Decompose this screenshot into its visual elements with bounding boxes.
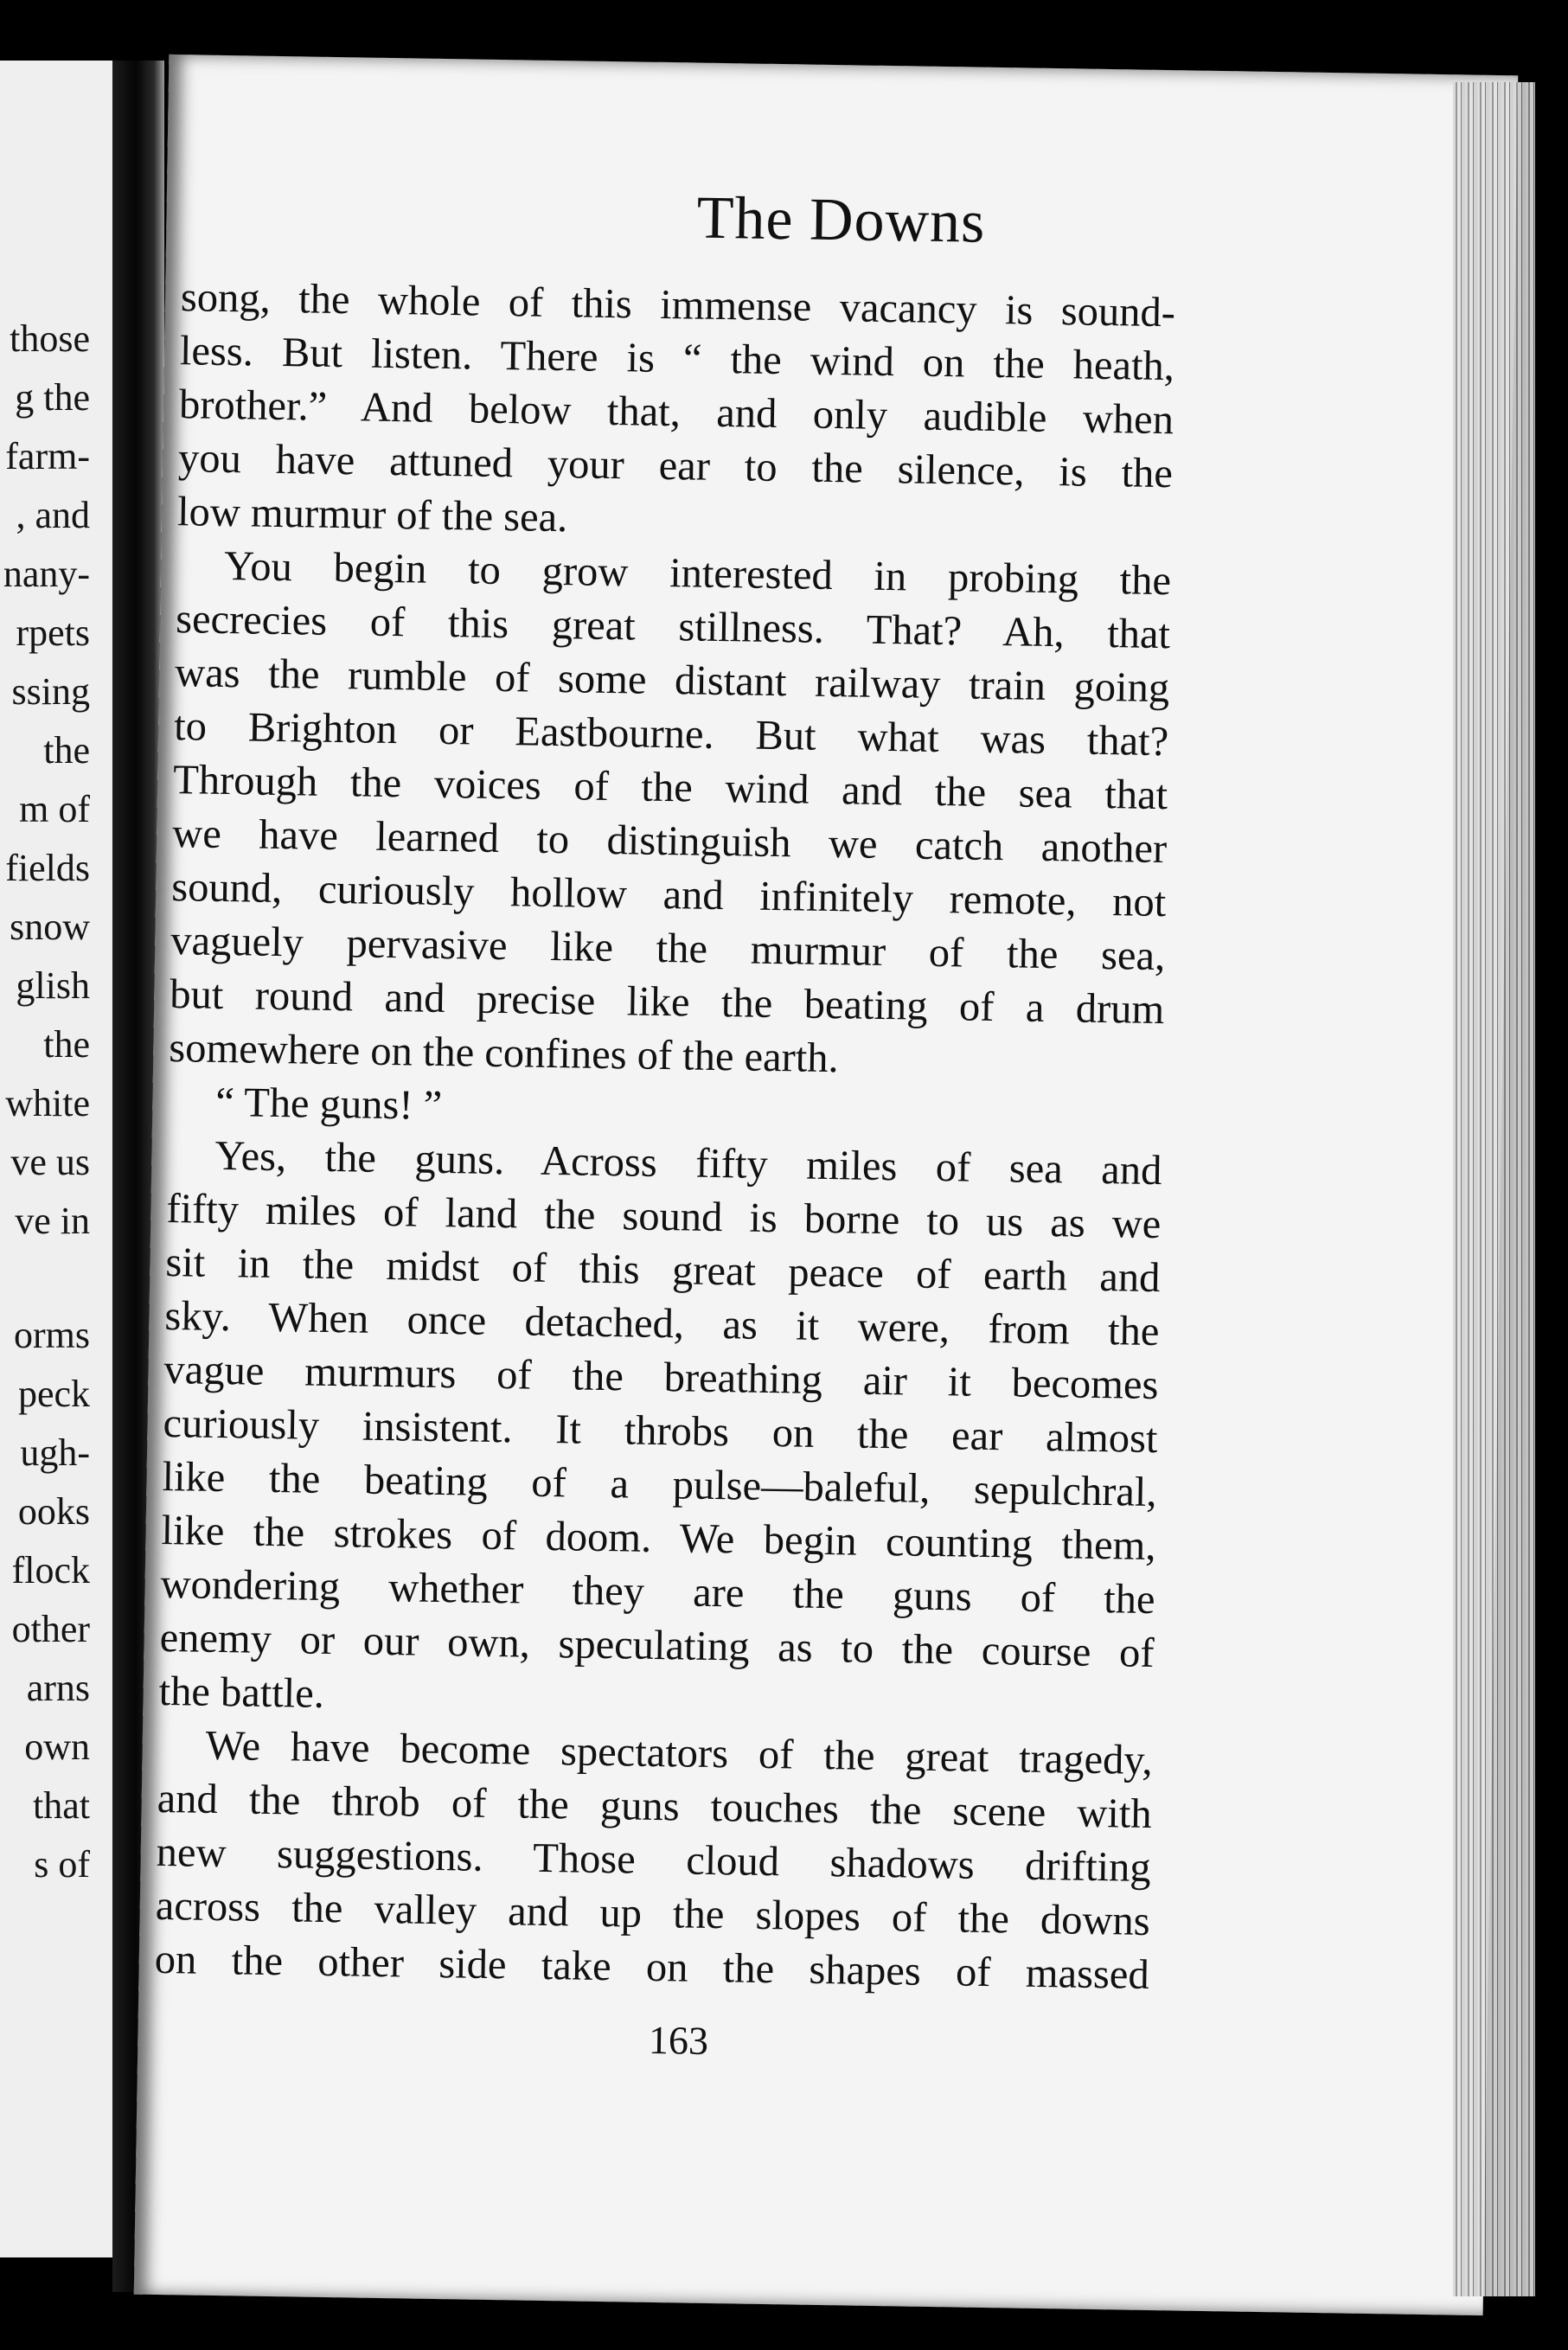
paragraph	[154, 1719, 1153, 2002]
text-line: we have learned to distinguish we catch another	[171, 810, 1168, 873]
left-page-fragment: ve in	[15, 1200, 90, 1242]
text-line: curiously insistent. It throbs on the ear almost	[163, 1399, 1158, 1463]
left-page-fragment: those	[10, 317, 90, 360]
text-line: new suggestions. Those cloud shadows drifting	[156, 1828, 1152, 1891]
text-line: you have attuned your ear to the silence, is the	[177, 435, 1174, 497]
text-line: You begin to grow interested in probing the	[223, 542, 1172, 605]
text-line: vaguely pervasive like the murmur of the sea,	[170, 918, 1166, 980]
page-edges	[1453, 82, 1535, 2296]
text-line: wondering whether they are the guns of the	[160, 1560, 1155, 1623]
left-page-fragment: rpets	[16, 612, 90, 654]
text-line: Yes, the guns. Across fifty miles of sea and	[214, 1132, 1162, 1194]
left-page-fragment: the	[43, 1023, 90, 1066]
text-line: the battle.	[158, 1668, 325, 1717]
book-page	[134, 54, 1518, 2315]
text-line: low murmur of the sea.	[176, 489, 568, 541]
left-page-fragment: , and	[16, 494, 90, 536]
text-line: sound, curiously hollow and infinitely remote, not	[170, 864, 1167, 926]
left-page-fragment: the	[43, 729, 90, 772]
text-line: less. But listen. There is “ the wind on the heath,	[179, 328, 1175, 390]
left-page-fragment: arns	[26, 1667, 90, 1709]
text-line: and the throb of the guns touches the scene with	[157, 1775, 1153, 1838]
text-line: song, the whole of this immense vacancy is sound-	[180, 274, 1176, 336]
text-line: We have become spectators of the great tragedy,	[205, 1722, 1154, 1784]
left-page-fragment: m of	[19, 788, 90, 830]
running-head: The Downs	[696, 184, 986, 256]
left-page-fragment: white	[5, 1082, 90, 1124]
text-line: somewhere on the confines of the earth.	[168, 1025, 840, 1082]
left-page-fragment: g the	[15, 376, 90, 419]
left-page-fragment: snow	[10, 906, 90, 948]
page-body-text	[154, 271, 1175, 2002]
text-line: secrecies of this great stillness. That? Ah, that	[175, 596, 1171, 658]
left-page-fragment: fields	[5, 847, 90, 889]
left-page-fragment: orms	[14, 1314, 90, 1356]
left-page-fragment: ssing	[11, 670, 90, 713]
text-line: like the strokes of doom. We begin counting them,	[161, 1507, 1156, 1570]
left-page-fragment: ugh-	[20, 1431, 90, 1474]
left-page-fragment: farm-	[5, 435, 90, 477]
text-line: like the beating of a pulse—baleful, sepulchral,	[162, 1453, 1157, 1516]
left-page-fragment: own	[24, 1726, 90, 1768]
paragraph	[169, 539, 1172, 1091]
left-page-fragment: that	[33, 1784, 90, 1827]
previous-page-edge	[0, 61, 130, 2257]
left-page-fragment: ve us	[10, 1141, 90, 1183]
text-line: sit in the midst of this great peace of earth and	[165, 1239, 1161, 1302]
paragraph	[158, 1129, 1162, 1734]
text-line: across the valley and up the slopes of the downs	[155, 1882, 1151, 1944]
text-line: was the rumble of some distant railway train going	[174, 650, 1170, 712]
page-number: 163	[648, 2017, 709, 2063]
paragraph	[177, 271, 1176, 554]
left-page-fragment: nany-	[3, 553, 90, 595]
text-line: sky. When once detached, as it were, from the	[164, 1293, 1160, 1355]
left-page-fragment: glish	[16, 964, 90, 1007]
text-line: on the other side take on the shapes of massed	[154, 1936, 1150, 1998]
left-page-fragment: other	[11, 1608, 90, 1650]
text-line: enemy or our own, speculating as to the course of	[159, 1614, 1155, 1677]
text-line: brother.” And below that, and only audible when	[178, 381, 1174, 444]
left-page-fragment: ooks	[17, 1490, 90, 1533]
left-page-fragment: flock	[11, 1549, 90, 1591]
text-line: vague murmurs of the breathing air it becomes	[163, 1347, 1159, 1409]
text-line: but round and precise like the beating of a drum	[169, 971, 1165, 1034]
text-line: to Brighton or Eastbourne. But what was that?	[173, 703, 1169, 765]
text-line: Through the voices of the wind and the sea that	[172, 757, 1168, 819]
left-page-fragment: peck	[17, 1373, 90, 1415]
text-line: fifty miles of land the sound is borne to us as we	[166, 1186, 1162, 1248]
text-line: “ The guns! ”	[214, 1079, 443, 1130]
left-page-fragment: s of	[34, 1843, 90, 1886]
